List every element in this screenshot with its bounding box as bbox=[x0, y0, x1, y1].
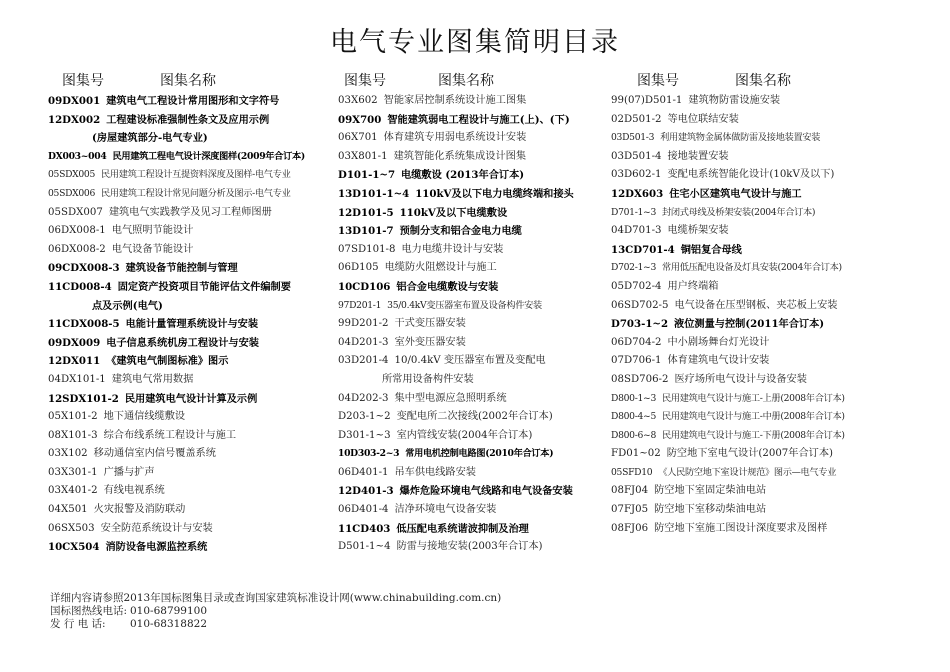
catalog-entry bbox=[611, 297, 911, 316]
catalog-entry bbox=[611, 129, 911, 148]
atlas-name: 民用建筑工程电气设计深度图样(2009年合订本) bbox=[112, 150, 305, 162]
atlas-code: 02D501-2 bbox=[611, 113, 662, 125]
atlas-code: 10D303-2~3 bbox=[338, 448, 400, 460]
atlas-name: 电能计量管理系统设计与安装 bbox=[125, 318, 259, 331]
catalog-entry bbox=[338, 427, 608, 446]
catalog-entry bbox=[338, 259, 608, 278]
atlas-code: D501-1~4 bbox=[338, 541, 391, 553]
header-name-label: 图集名称 bbox=[160, 73, 216, 89]
atlas-code: 11CD008-4 bbox=[48, 280, 112, 293]
catalog-entry bbox=[338, 334, 608, 353]
header-name-label: 图集名称 bbox=[735, 73, 791, 89]
atlas-name: (房屋建筑部分-电气专业) bbox=[92, 132, 208, 145]
catalog-column-1 bbox=[48, 70, 333, 557]
header-code-label: 图集号 bbox=[637, 73, 679, 89]
atlas-code: 12D101-5 bbox=[338, 206, 394, 219]
atlas-code: D101-1~7 bbox=[338, 169, 396, 182]
catalog-entry bbox=[338, 464, 608, 483]
atlas-code: 10CD106 bbox=[338, 280, 391, 293]
catalog-entry bbox=[338, 129, 608, 148]
catalog-entry bbox=[338, 148, 608, 167]
atlas-code: 08FJ06 bbox=[611, 522, 649, 534]
catalog-entry bbox=[338, 297, 608, 316]
catalog-entry bbox=[338, 204, 608, 223]
atlas-name: 住宅小区建筑电气设计与施工 bbox=[669, 187, 802, 200]
atlas-code: 12D401-3 bbox=[338, 485, 394, 498]
atlas-code: 08FJ04 bbox=[611, 485, 649, 497]
catalog-entry bbox=[611, 259, 911, 278]
atlas-code: D203-1~2 bbox=[338, 411, 391, 423]
atlas-code: D301-1~3 bbox=[338, 429, 391, 441]
catalog-entry bbox=[611, 520, 911, 539]
atlas-code: 03X401-2 bbox=[48, 485, 98, 497]
atlas-code: 05X101-2 bbox=[48, 411, 98, 423]
atlas-code: 06SD702-5 bbox=[611, 299, 669, 311]
atlas-name: 地下通信线缆敷设 bbox=[103, 411, 186, 423]
catalog-entry bbox=[48, 371, 333, 390]
atlas-code: 09X700 bbox=[338, 113, 382, 126]
atlas-code: 05SDX006 bbox=[48, 187, 96, 199]
atlas-code: D703-1~2 bbox=[611, 318, 669, 331]
atlas-name: 预制分支和铝合金电力电缆 bbox=[399, 225, 522, 238]
atlas-code: D800-1~3 bbox=[611, 392, 656, 404]
atlas-code: 11CD403 bbox=[338, 522, 391, 535]
atlas-name: 封闭式母线及桥架安装(2004年合订本) bbox=[662, 206, 816, 218]
catalog-entry bbox=[48, 538, 333, 557]
atlas-code: 04DX101-1 bbox=[48, 373, 106, 385]
atlas-code: 03D501-3 bbox=[611, 132, 655, 144]
catalog-entry bbox=[611, 464, 911, 483]
catalog-entry bbox=[48, 501, 333, 520]
catalog-entry bbox=[48, 204, 333, 223]
catalog-entry bbox=[48, 482, 333, 501]
catalog-entry bbox=[611, 241, 911, 260]
header-code-label: 图集号 bbox=[344, 73, 386, 89]
catalog-entry bbox=[611, 482, 911, 501]
catalog-entry bbox=[338, 352, 608, 371]
atlas-name: 民用建筑电气设计与施工-下册(2008年合订本) bbox=[662, 429, 845, 441]
entry-list bbox=[48, 92, 333, 557]
atlas-name: 建筑电气常用数据 bbox=[111, 373, 194, 385]
atlas-name: 民用建筑电气设计与施工-中册(2008年合订本) bbox=[662, 411, 845, 423]
atlas-name: 防雷与接地安装(2003年合订本) bbox=[396, 541, 543, 553]
atlas-name: 防空地下室固定柴油电站 bbox=[654, 485, 767, 497]
catalog-entry bbox=[338, 92, 608, 111]
atlas-name: 《建筑电气制图标准》图示 bbox=[106, 355, 229, 368]
atlas-name: 爆炸危险环境电气线路和电气设备安装 bbox=[399, 485, 573, 498]
atlas-code: 10CX504 bbox=[48, 541, 100, 554]
catalog-entry bbox=[611, 148, 911, 167]
atlas-name: 建筑智能化系统集成设计图集 bbox=[393, 150, 527, 162]
catalog-entry bbox=[611, 445, 911, 464]
catalog-entry bbox=[48, 185, 333, 204]
footer-note: 详细内容请参照2013年国标图集目录或查询国家建筑标准设计网(www.chinabuilding.com.cn) bbox=[50, 592, 502, 604]
atlas-name: 防空地下室移动柴油电站 bbox=[654, 504, 767, 516]
atlas-name: 电缆桥架安装 bbox=[667, 225, 729, 237]
atlas-code: 06D401-4 bbox=[338, 504, 389, 516]
catalog-column-2 bbox=[338, 70, 608, 557]
catalog-entry bbox=[611, 334, 911, 353]
atlas-code: 13D101-1~4 bbox=[338, 187, 410, 200]
atlas-name: 35/0.4kV变压器室布置及设备构件安装 bbox=[387, 299, 542, 311]
atlas-code: 06D105 bbox=[338, 262, 379, 274]
catalog-entry bbox=[611, 111, 911, 130]
atlas-code: 03D201-4 bbox=[338, 355, 389, 367]
atlas-name: 液位测量与控制(2011年合订本) bbox=[674, 318, 825, 331]
catalog-entry bbox=[48, 241, 333, 260]
catalog-entry bbox=[338, 538, 608, 557]
atlas-name: 《人民防空地下室设计规范》图示—电气专业 bbox=[658, 466, 837, 478]
hotline-number: 010-68799100 bbox=[130, 605, 208, 617]
footer bbox=[50, 592, 501, 631]
hotline-label: 国标图热线电话: bbox=[50, 605, 128, 617]
sales-number: 010-68318822 bbox=[130, 618, 208, 630]
catalog-entry bbox=[48, 334, 333, 353]
atlas-name: 变配电所二次接线(2002年合订本) bbox=[396, 411, 553, 423]
column-header bbox=[48, 70, 333, 92]
atlas-name: 广播与扩声 bbox=[103, 466, 155, 478]
atlas-name: 铜铝复合母线 bbox=[680, 243, 742, 256]
atlas-name: 综合布线系统工程设计与施工 bbox=[103, 429, 237, 441]
atlas-code: D800-4~5 bbox=[611, 411, 656, 423]
atlas-code: 08SD706-2 bbox=[611, 373, 669, 385]
catalog-entry bbox=[611, 185, 911, 204]
atlas-name: 防空地下室施工图设计深度要求及图样 bbox=[654, 522, 828, 534]
atlas-name: 铝合金电缆敷设与安装 bbox=[396, 280, 499, 293]
atlas-name: 集中型电源应急照明系统 bbox=[394, 392, 507, 404]
atlas-code: 03X301-1 bbox=[48, 466, 98, 478]
atlas-name: 电气照明节能设计 bbox=[111, 225, 194, 237]
footer-hotline bbox=[50, 605, 501, 618]
atlas-code: 04X501 bbox=[48, 504, 88, 516]
header-code-label: 图集号 bbox=[62, 73, 104, 89]
catalog-entry bbox=[611, 204, 911, 223]
atlas-name: 智能建筑弱电工程设计与施工(上)、(下) bbox=[387, 113, 570, 126]
atlas-code: 97D201-1 bbox=[338, 299, 382, 311]
atlas-code: 04D202-3 bbox=[338, 392, 389, 404]
catalog-entry bbox=[48, 427, 333, 446]
catalog-entry bbox=[48, 111, 333, 130]
atlas-name: 火灾报警及消防联动 bbox=[93, 504, 186, 516]
atlas-name: 10/0.4kV 变压器室布置及变配电 bbox=[394, 355, 546, 367]
atlas-code: 05D702-4 bbox=[611, 280, 662, 292]
atlas-code: 04D201-3 bbox=[338, 336, 389, 348]
atlas-name: 室内管线安装(2004年合订本) bbox=[396, 429, 533, 441]
atlas-code: 06DX008-2 bbox=[48, 243, 106, 255]
atlas-code: 06D704-2 bbox=[611, 336, 662, 348]
atlas-name: 用户终端箱 bbox=[667, 280, 719, 292]
catalog-entry bbox=[611, 371, 911, 390]
catalog-entry bbox=[338, 241, 608, 260]
atlas-code: 06X701 bbox=[338, 132, 378, 144]
atlas-code: 12DX011 bbox=[48, 355, 101, 368]
atlas-name: 利用建筑物金属体做防雷及接地装置安装 bbox=[660, 132, 821, 144]
catalog-entry bbox=[48, 222, 333, 241]
atlas-code: 03D501-4 bbox=[611, 150, 662, 162]
atlas-name: 民用建筑工程设计互提资料深度及图样-电气专业 bbox=[101, 169, 291, 181]
catalog-entry bbox=[48, 315, 333, 334]
atlas-code: 08X101-3 bbox=[48, 429, 98, 441]
atlas-name: 110kV及以下电力电缆终端和接头 bbox=[415, 187, 574, 200]
atlas-code: 09CDX008-3 bbox=[48, 262, 120, 275]
catalog-entry-continuation bbox=[48, 129, 333, 148]
column-header bbox=[338, 70, 608, 92]
atlas-name: 室外变压器安装 bbox=[394, 336, 466, 348]
catalog-entry bbox=[611, 278, 911, 297]
atlas-code: 12DX603 bbox=[611, 187, 664, 200]
catalog-entry bbox=[338, 520, 608, 539]
header-name-label: 图集名称 bbox=[438, 73, 494, 89]
atlas-name: 洁净环境电气设备安装 bbox=[394, 504, 497, 516]
atlas-code: 03X102 bbox=[48, 448, 88, 460]
atlas-code: D800-6~8 bbox=[611, 429, 656, 441]
catalog-entry bbox=[611, 390, 911, 409]
atlas-code: 05SFD10 bbox=[611, 466, 653, 478]
catalog-entry bbox=[338, 501, 608, 520]
catalog-entry bbox=[338, 222, 608, 241]
catalog-entry bbox=[48, 259, 333, 278]
atlas-name: 接地装置安装 bbox=[667, 150, 729, 162]
catalog-entry bbox=[48, 520, 333, 539]
catalog-entry bbox=[611, 408, 911, 427]
atlas-name: 常用低压配电设备及灯具安装(2004年合订本) bbox=[662, 262, 842, 274]
catalog-column-3 bbox=[611, 70, 911, 538]
atlas-name: 医疗场所电气设计与设备安装 bbox=[674, 373, 807, 385]
atlas-name: 工程建设标准强制性条文及应用示例 bbox=[106, 113, 270, 126]
atlas-name: 电缆敷设 (2013年合订本) bbox=[401, 169, 525, 182]
atlas-name: 等电位联结安装 bbox=[667, 113, 739, 125]
atlas-name: 所常用设备构件安装 bbox=[382, 373, 474, 385]
atlas-name: 体育建筑专用弱电系统设计安装 bbox=[383, 132, 527, 144]
catalog-entry bbox=[48, 148, 333, 167]
atlas-code: 05SDX005 bbox=[48, 169, 96, 181]
atlas-code: 04D701-3 bbox=[611, 225, 662, 237]
catalog-entry-continuation bbox=[48, 297, 333, 316]
catalog-entry bbox=[611, 427, 911, 446]
atlas-name: 中小剧场舞台灯光设计 bbox=[667, 336, 770, 348]
atlas-name: 建筑电气工程设计常用图形和文字符号 bbox=[106, 95, 280, 107]
atlas-code: 03X602 bbox=[338, 95, 378, 106]
atlas-code: 03D602-1 bbox=[611, 169, 662, 181]
atlas-code: 12SDX101-2 bbox=[48, 392, 119, 405]
catalog-entry bbox=[338, 315, 608, 334]
atlas-name: 建筑设备节能控制与管理 bbox=[125, 262, 238, 275]
atlas-name: 固定资产投资项目节能评估文件编制要 bbox=[117, 280, 291, 293]
atlas-name: 点及示例(电气) bbox=[92, 299, 163, 312]
atlas-code: 11CDX008-5 bbox=[48, 318, 120, 331]
atlas-code: FD01~02 bbox=[611, 448, 661, 460]
catalog-entry-continuation bbox=[338, 371, 608, 390]
atlas-code: 09DX001 bbox=[48, 95, 101, 107]
atlas-name: 消防设备电源监控系统 bbox=[105, 541, 208, 554]
catalog-entry bbox=[48, 352, 333, 371]
page-title: 电气专业图集简明目录 bbox=[330, 27, 620, 58]
atlas-name: 民用建筑电气设计与施工-上册(2008年合订本) bbox=[662, 392, 845, 404]
catalog-entry bbox=[611, 222, 911, 241]
atlas-name: 低压配电系统谐波抑制及治理 bbox=[396, 522, 529, 535]
atlas-name: 有线电视系统 bbox=[103, 485, 165, 497]
catalog-entry bbox=[338, 166, 608, 185]
atlas-code: DX003~004 bbox=[48, 150, 107, 162]
catalog-entry bbox=[48, 166, 333, 185]
atlas-name: 变配电系统智能化设计(10kV及以下) bbox=[667, 169, 835, 181]
atlas-name: 防空地下室电气设计(2007年合订本) bbox=[666, 448, 834, 460]
catalog-entry bbox=[48, 408, 333, 427]
entry-list bbox=[611, 92, 911, 538]
catalog-entry bbox=[338, 111, 608, 130]
catalog-entry bbox=[338, 482, 608, 501]
catalog-entry bbox=[338, 390, 608, 409]
atlas-name: 建筑物防雷设施安装 bbox=[688, 95, 781, 106]
atlas-code: 06SX503 bbox=[48, 522, 95, 534]
atlas-code: 07SD101-8 bbox=[338, 243, 396, 255]
entry-list bbox=[338, 92, 608, 557]
atlas-code: 12DX002 bbox=[48, 113, 101, 126]
catalog-entry bbox=[611, 315, 911, 334]
atlas-code: D701-1~3 bbox=[611, 206, 656, 218]
atlas-code: 03X801-1 bbox=[338, 150, 388, 162]
catalog-entry bbox=[48, 464, 333, 483]
catalog-entry bbox=[338, 185, 608, 204]
atlas-name: 智能家居控制系统设计施工图集 bbox=[383, 95, 527, 106]
atlas-name: 电子信息系统机房工程设计与安装 bbox=[106, 336, 259, 349]
atlas-code: 13D101-7 bbox=[338, 225, 394, 238]
column-header bbox=[611, 70, 911, 92]
atlas-name: 干式变压器安装 bbox=[394, 318, 466, 330]
atlas-name: 吊车供电线路安装 bbox=[394, 466, 476, 478]
atlas-code: 07D706-1 bbox=[611, 355, 662, 367]
atlas-name: 电力电缆井设计与安装 bbox=[401, 243, 504, 255]
atlas-code: 09DX009 bbox=[48, 336, 101, 349]
atlas-code: 06DX008-1 bbox=[48, 225, 106, 237]
catalog-entry bbox=[338, 408, 608, 427]
footer-sales bbox=[50, 618, 501, 631]
atlas-name: 电气设备节能设计 bbox=[111, 243, 194, 255]
sales-label: 发 行 电 话: bbox=[50, 618, 106, 630]
atlas-name: 常用电机控制电路图(2010年合订本) bbox=[405, 448, 554, 460]
atlas-code: 05SDX007 bbox=[48, 206, 103, 218]
catalog-entry bbox=[48, 445, 333, 464]
atlas-code: 13CD701-4 bbox=[611, 243, 675, 256]
atlas-name: 电气设备在压型钢板、夹芯板上安装 bbox=[674, 299, 838, 311]
catalog-entry bbox=[48, 92, 333, 111]
atlas-name: 电缆防火阻燃设计与施工 bbox=[384, 262, 497, 274]
atlas-name: 民用建筑电气设计计算及示例 bbox=[124, 392, 258, 405]
atlas-name: 安全防范系统设计与安装 bbox=[100, 522, 213, 534]
catalog-entry bbox=[611, 501, 911, 520]
atlas-name: 民用建筑工程设计常见问题分析及图示-电气专业 bbox=[101, 187, 291, 199]
catalog-entry bbox=[611, 166, 911, 185]
catalog-entry bbox=[338, 445, 608, 464]
catalog-entry bbox=[611, 352, 911, 371]
atlas-name: 移动通信室内信号覆盖系统 bbox=[93, 448, 216, 460]
atlas-code: D702-1~3 bbox=[611, 262, 656, 274]
atlas-name: 体育建筑电气设计安装 bbox=[667, 355, 770, 367]
catalog-entry bbox=[48, 390, 333, 409]
catalog-entry bbox=[338, 278, 608, 297]
atlas-code: 99(07)D501-1 bbox=[611, 95, 683, 106]
atlas-name: 110kV及以下电缆敷设 bbox=[399, 206, 508, 219]
catalog-entry bbox=[611, 92, 911, 111]
atlas-code: 06D401-1 bbox=[338, 466, 389, 478]
atlas-code: 07FJ05 bbox=[611, 504, 649, 516]
atlas-code: 99D201-2 bbox=[338, 318, 389, 330]
atlas-name: 建筑电气实践教学及见习工程师图册 bbox=[108, 206, 272, 218]
catalog-entry bbox=[48, 278, 333, 297]
